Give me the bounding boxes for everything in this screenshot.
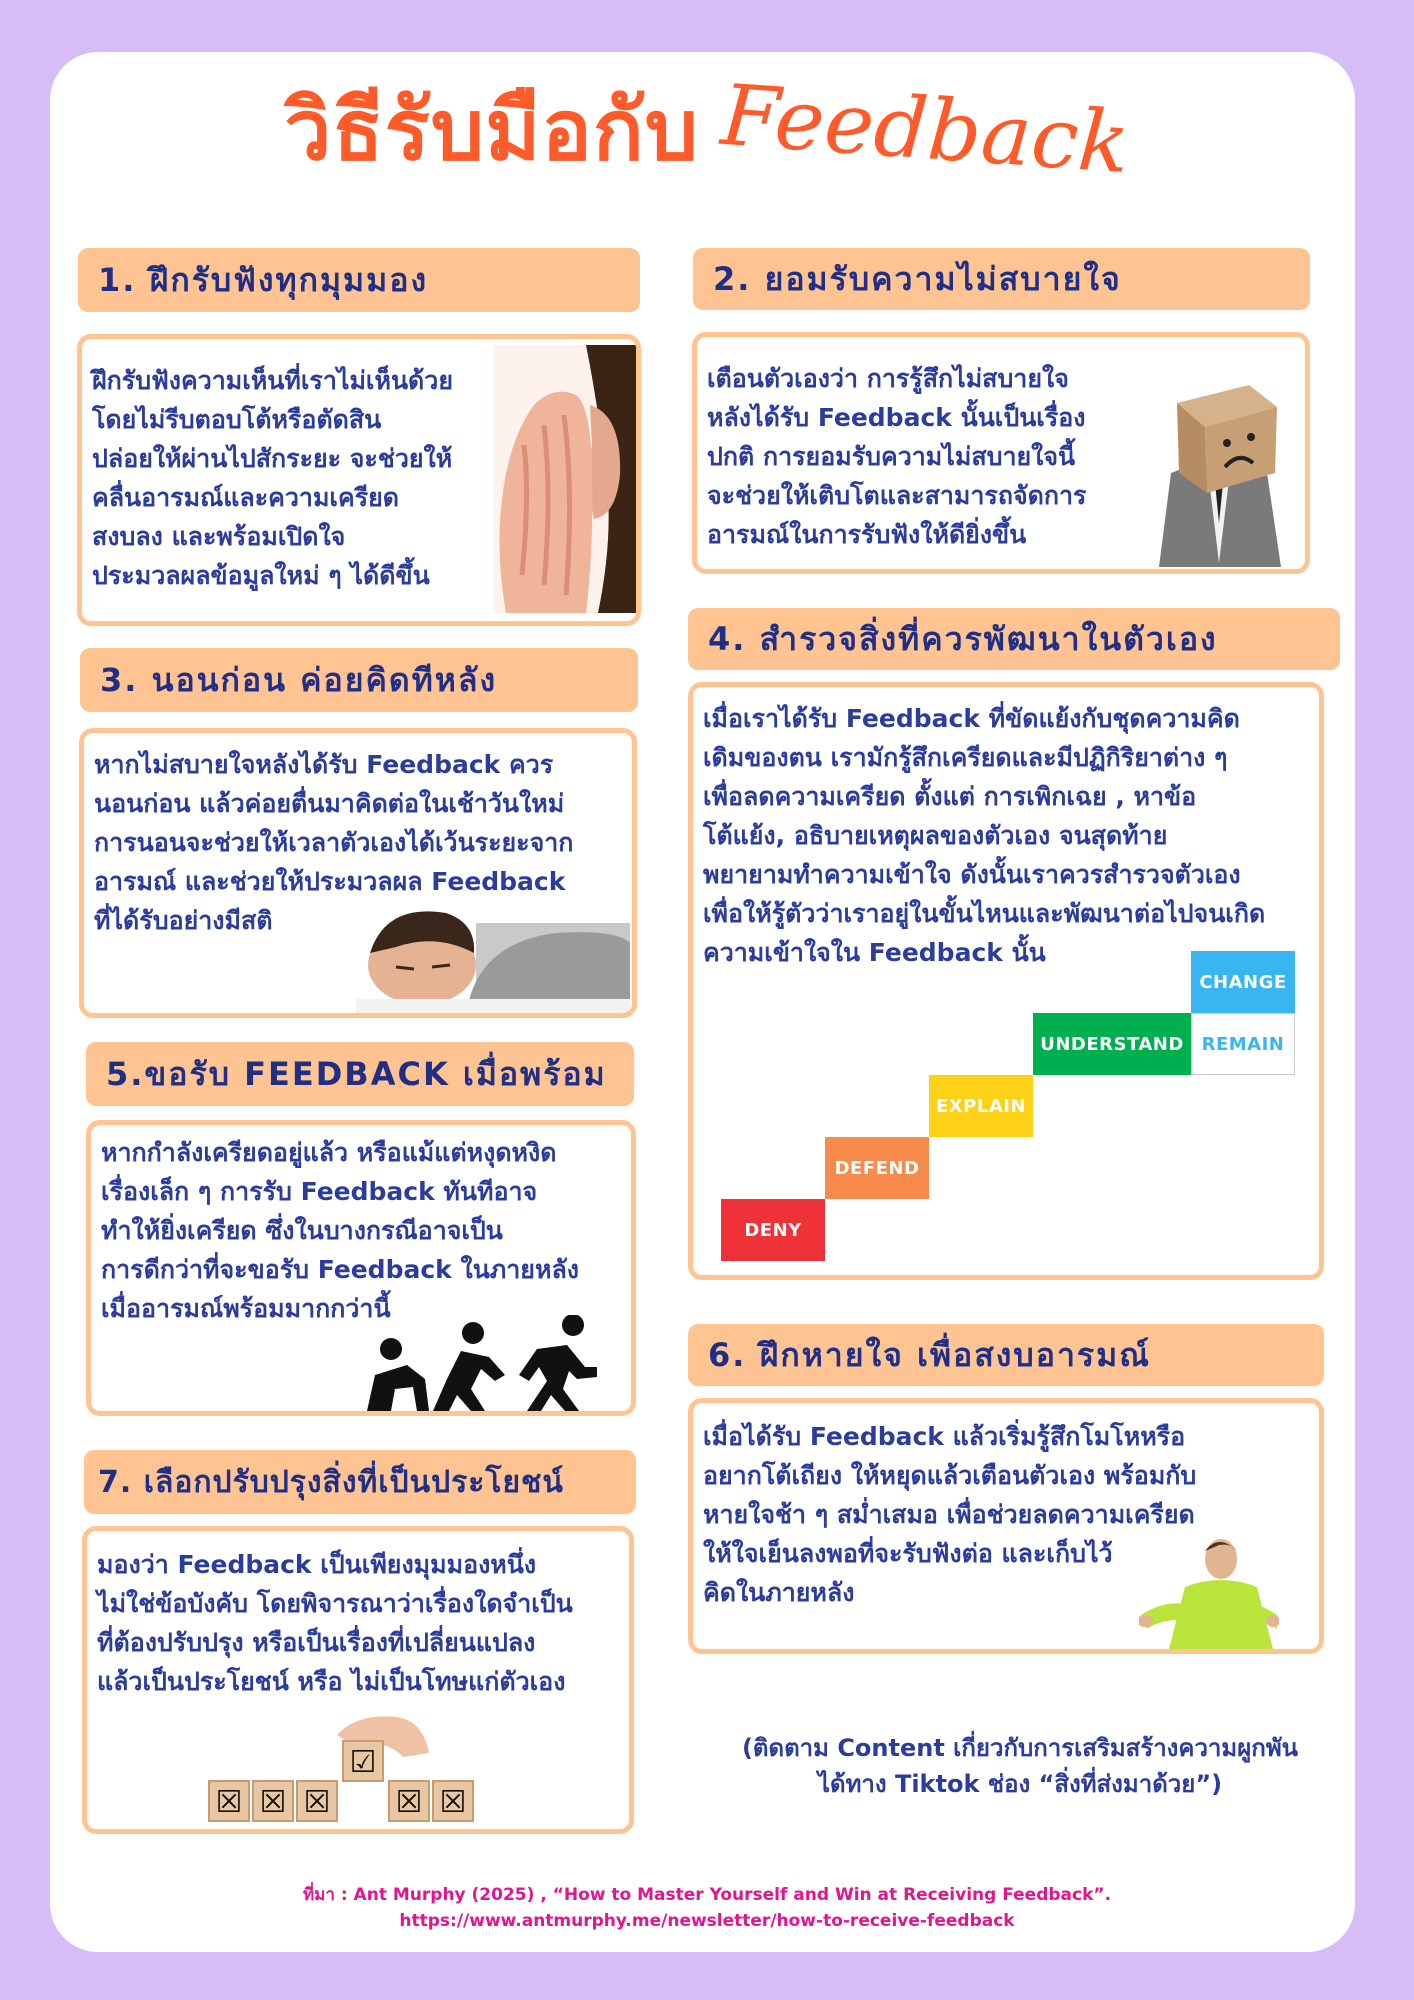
box-unchecked-4: ☒ <box>395 1785 423 1820</box>
source-citation: ที่มา : Ant Murphy (2025) , “How to Master Yourself and Win at Receiving Feedback”. https://www.antmurphy.me/newsletter/how-to-receive-feedback <box>302 1885 1112 1931</box>
box-unchecked-3: ☒ <box>303 1785 331 1820</box>
stair-remain: REMAIN <box>1191 1013 1295 1075</box>
section-1-heading: 1. ฝึกรับฟังทุกมุมมอง <box>78 248 640 312</box>
section-4-text: เมื่อเราได้รับ Feedback ที่ขัดแย้งกับชุดความคิด เดิมของตน เรามักรู้สึกเครียดและมีปฏิกิริยาต่าง ๆ เพื่อลดความเครียด ตั้งแต่ การเพิกเฉย , หาข้อ โต้แย้ง, อธิบายเหตุผลของตัวเอง จนสุดท้าย พยายามทำความเข้าใจ ดังนั้นเราควรสำรวจตัวเอง เพื่อให้รู้ตัวว่าเราอยู่ในขั้นไหนและพัฒนาต่อไปจนเกิด ความเข้าใจใน Feedback นั้น <box>703 704 1266 967</box>
section-2-heading: 2. ยอมรับความไม่สบายใจ <box>693 248 1310 310</box>
section-7-text: มองว่า Feedback เป็นเพียงมุมมองหนึ่ง ไม่ใช่ข้อบังคับ โดยพิจารณาว่าเรื่องใดจำเป็น ที่ต้องปรับปรุง หรือเป็นเรื่องที่เปลี่ยนแปลง แล้วเป็นประโยชน์ หรือ ไม่เป็นโทษแก่ตัวเอง <box>97 1550 573 1696</box>
box-unchecked-2: ☒ <box>259 1785 287 1820</box>
section-1-text: ฝึกรับฟังความเห็นที่เราไม่เห็นด้วย โดยไม่รีบตอบโต้หรือตัดสิน ปล่อยให้ผ่านไปสักระยะ จะช่วยให้ คลื่นอารมณ์และความเครียด สงบลง และพร้อมเปิดใจ ประมวลผลข้อมูลใหม่ ๆ ได้ดีขึ้น <box>92 366 453 590</box>
stair-defend: DEFEND <box>825 1137 929 1199</box>
section-4-box <box>688 682 1324 1280</box>
title-thai: วิธีรับมือกับ <box>284 81 700 179</box>
section-6-heading: 6. ฝึกหายใจ เพื่อสงบอารมณ์ <box>688 1324 1324 1386</box>
hand-blocks-image <box>207 1713 477 1825</box>
box-unchecked-5: ☒ <box>439 1785 467 1820</box>
section-3-heading: 3. นอนก่อน ค่อยคิดทีหลัง <box>80 648 638 712</box>
stair-deny: DENY <box>721 1199 825 1261</box>
section-2-box <box>692 332 1310 574</box>
stair-change: CHANGE <box>1191 951 1295 1013</box>
section-5-heading: 5.ขอรับ FEEDBACK เมื่อพร้อม <box>86 1042 634 1106</box>
section-5-text: หากกำลังเครียดอยู่แล้ว หรือแม้แต่หงุดหงิด เรื่องเล็ก ๆ การรับ Feedback ทันทีอาจ ทำให้ยิ่งเครียด ซึ่งในบางกรณีอาจเป็น การดีกว่าที่จะขอรับ Feedback ในภายหลัง เมื่ออารมณ์พร้อมมากกว่านี้ <box>101 1138 579 1323</box>
source-url[interactable]: https://www.antmurphy.me/newsletter/how-to-receive-feedback <box>399 1911 1015 1931</box>
stair-explain: EXPLAIN <box>929 1075 1033 1137</box>
rising-figures-icon <box>361 1315 601 1411</box>
box-unchecked-1: ☒ <box>215 1785 243 1820</box>
section-1-box <box>77 334 641 626</box>
section-7-box <box>82 1526 634 1834</box>
section-3-box <box>79 728 637 1018</box>
section-6-box <box>688 1398 1324 1654</box>
stair-understand: UNDERSTAND <box>1033 1013 1191 1075</box>
section-4-heading: 4. สำรวจสิ่งที่ควรพัฒนาในตัวเอง <box>688 608 1340 670</box>
section-5-box <box>86 1120 636 1416</box>
section-6-text: เมื่อได้รับ Feedback แล้วเริ่มรู้สึกโมโหหรือ อยากโต้เถียง ให้หยุดแล้วเตือนตัวเอง พร้อมกับ หายใจช้า ๆ สม่ำเสมอ เพื่อช่วยลดความเครียด ให้ใจเย็นลงพอที่จะรับฟังต่อ และเก็บไว้ คิดในภายหลัง <box>703 1422 1197 1607</box>
title-english: Feedback <box>718 65 1133 193</box>
box-checked: ☑ <box>349 1745 377 1780</box>
section-7-heading: 7. เลือกปรับปรุงสิ่งที่เป็นประโยชน์ <box>84 1450 636 1514</box>
page-title <box>0 62 1414 196</box>
section-2-text: เตือนตัวเองว่า การรู้สึกไม่สบายใจ หลังได้รับ Feedback นั้นเป็นเรื่อง ปกติ การยอมรับความไม่สบายใจนี้ จะช่วยให้เติบโตและสามารถจัดการ อารมณ์ในการรับฟังให้ดียิ่งขึ้น <box>707 364 1087 549</box>
section-3-text: หากไม่สบายใจหลังได้รับ Feedback ควร นอนก่อน แล้วค่อยตื่นมาคิดต่อในเช้าวันใหม่ การนอนจะช่วยให้เวลาตัวเองได้เว้นระยะจาก อารมณ์ และช่วยให้ประมวลผล Feedback ที่ได้รับอย่างมีสติ <box>94 750 574 935</box>
follow-note: (ติดตาม Content เกี่ยวกับการเสริมสร้างความผูกพัน ได้ทาง Tiktok ช่อง “สิ่งที่ส่งมาด้วย”) <box>741 1734 1299 1798</box>
